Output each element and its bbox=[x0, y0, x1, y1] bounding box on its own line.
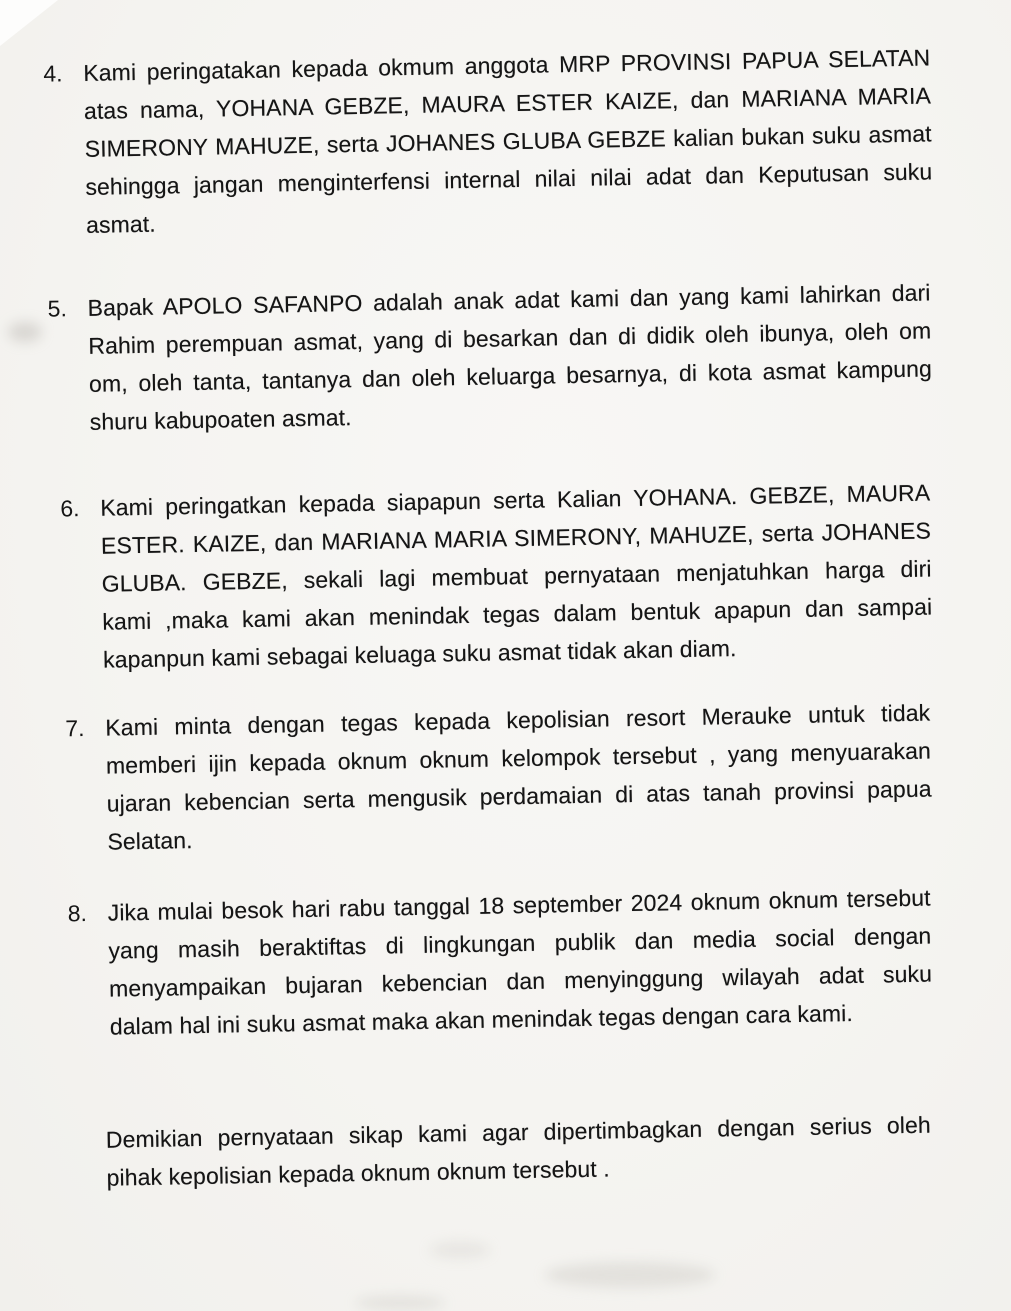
list-item-number: 4. bbox=[43, 60, 63, 87]
text-line: menyampaikan bujaran kebencian dan menyinggung wilayah adat suku bbox=[108, 960, 933, 1002]
list-item-body bbox=[83, 38, 933, 243]
list-item-7 bbox=[65, 694, 933, 861]
text-line: Kami peringatakan kepada okmum anggota MRP PROVINSI PAPUA SELATAN bbox=[83, 44, 931, 86]
text-line: om, oleh tanta, tantanya dan oleh keluarga besarnya, di kota asmat kampung bbox=[88, 355, 933, 397]
list-item-body bbox=[87, 273, 933, 440]
list-item-body bbox=[100, 474, 933, 679]
list-item-8 bbox=[67, 879, 933, 1046]
text-line: SIMERONY MAHUZE, serta JOHANES GLUBA GEBZE kalian bukan suku asmat bbox=[84, 120, 932, 162]
text-line: Bapak APOLO SAFANPO adalah anak adat kami dan yang kami lahirkan dari bbox=[87, 279, 931, 321]
list-item-5 bbox=[47, 273, 933, 440]
scan-smudge bbox=[430, 1242, 490, 1258]
text-line: ujaran kebencian serta mengusik perdamaian di atas tanah provinsi papua bbox=[106, 775, 932, 817]
text-line: yang masih beraktiftas di lingkungan publik dan media social dengan bbox=[108, 922, 932, 964]
text-line: atas nama, YOHANA GEBZE, MAURA ESTER KAIZE, dan MARIANA MARIA bbox=[83, 82, 932, 124]
text-line: pihak kepolisian kepada oknum oknum tersebut . bbox=[106, 1155, 610, 1191]
text-line: Selatan. bbox=[107, 827, 193, 855]
list-item-number: 8. bbox=[67, 900, 88, 927]
text-line: GLUBA. GEBZE, sekali lagi membuat pernyataan menjatuhkan harga diri bbox=[101, 555, 932, 597]
list-item-body bbox=[105, 694, 933, 861]
text-line: Kami minta dengan tegas kepada kepolisian resort Merauke untuk tidak bbox=[105, 699, 931, 741]
scan-smudge bbox=[8, 322, 42, 342]
text-line: sehingga jangan menginterfensi internal nilai nilai adat dan Keputusan suku bbox=[85, 158, 933, 200]
closing-paragraph bbox=[106, 1106, 932, 1197]
text-line: shuru kabupoaten asmat. bbox=[89, 404, 352, 435]
text-line: Demikian pernyataan sikap kami agar dipertimbagkan dengan serius oleh bbox=[105, 1111, 931, 1153]
list-item-number: 7. bbox=[65, 715, 85, 742]
scan-smudge bbox=[545, 1262, 715, 1288]
list-item-4 bbox=[43, 38, 933, 243]
text-line: kami ,maka kami akan menindak tegas dalam bentuk apapun dan sampai bbox=[102, 593, 933, 635]
text-line: memberi ijin kepada oknum oknum kelompok tersebut , yang menyuarakan bbox=[105, 737, 932, 779]
list-item-body bbox=[107, 879, 933, 1046]
text-line: kapanpun kami sebagai keluaga suku asmat tidak akan diam. bbox=[102, 635, 737, 673]
scan-smudge bbox=[355, 1296, 445, 1310]
text-line: ESTER. KAIZE, dan MARIANA MARIA SIMERONY, MAHUZE, serta JOHANES bbox=[100, 517, 932, 559]
text-line: dalam hal ini suku asmat maka akan menindak tegas dengan cara kami. bbox=[109, 1000, 854, 1040]
text-line: Rahim perempuan asmat, yang di besarkan dan di didik oleh ibunya, oleh om bbox=[88, 317, 932, 359]
text-line: Jika mulai besok hari rabu tanggal 18 september 2024 oknum oknum tersebut bbox=[107, 884, 931, 926]
text-line: Kami peringatkan kepada siapapun serta Kalian YOHANA. GEBZE, MAURA bbox=[100, 479, 931, 521]
list-item-6 bbox=[60, 474, 933, 679]
list-item-number: 6. bbox=[60, 495, 80, 522]
list-item-number: 5. bbox=[47, 295, 68, 322]
text-line: asmat. bbox=[85, 210, 156, 238]
